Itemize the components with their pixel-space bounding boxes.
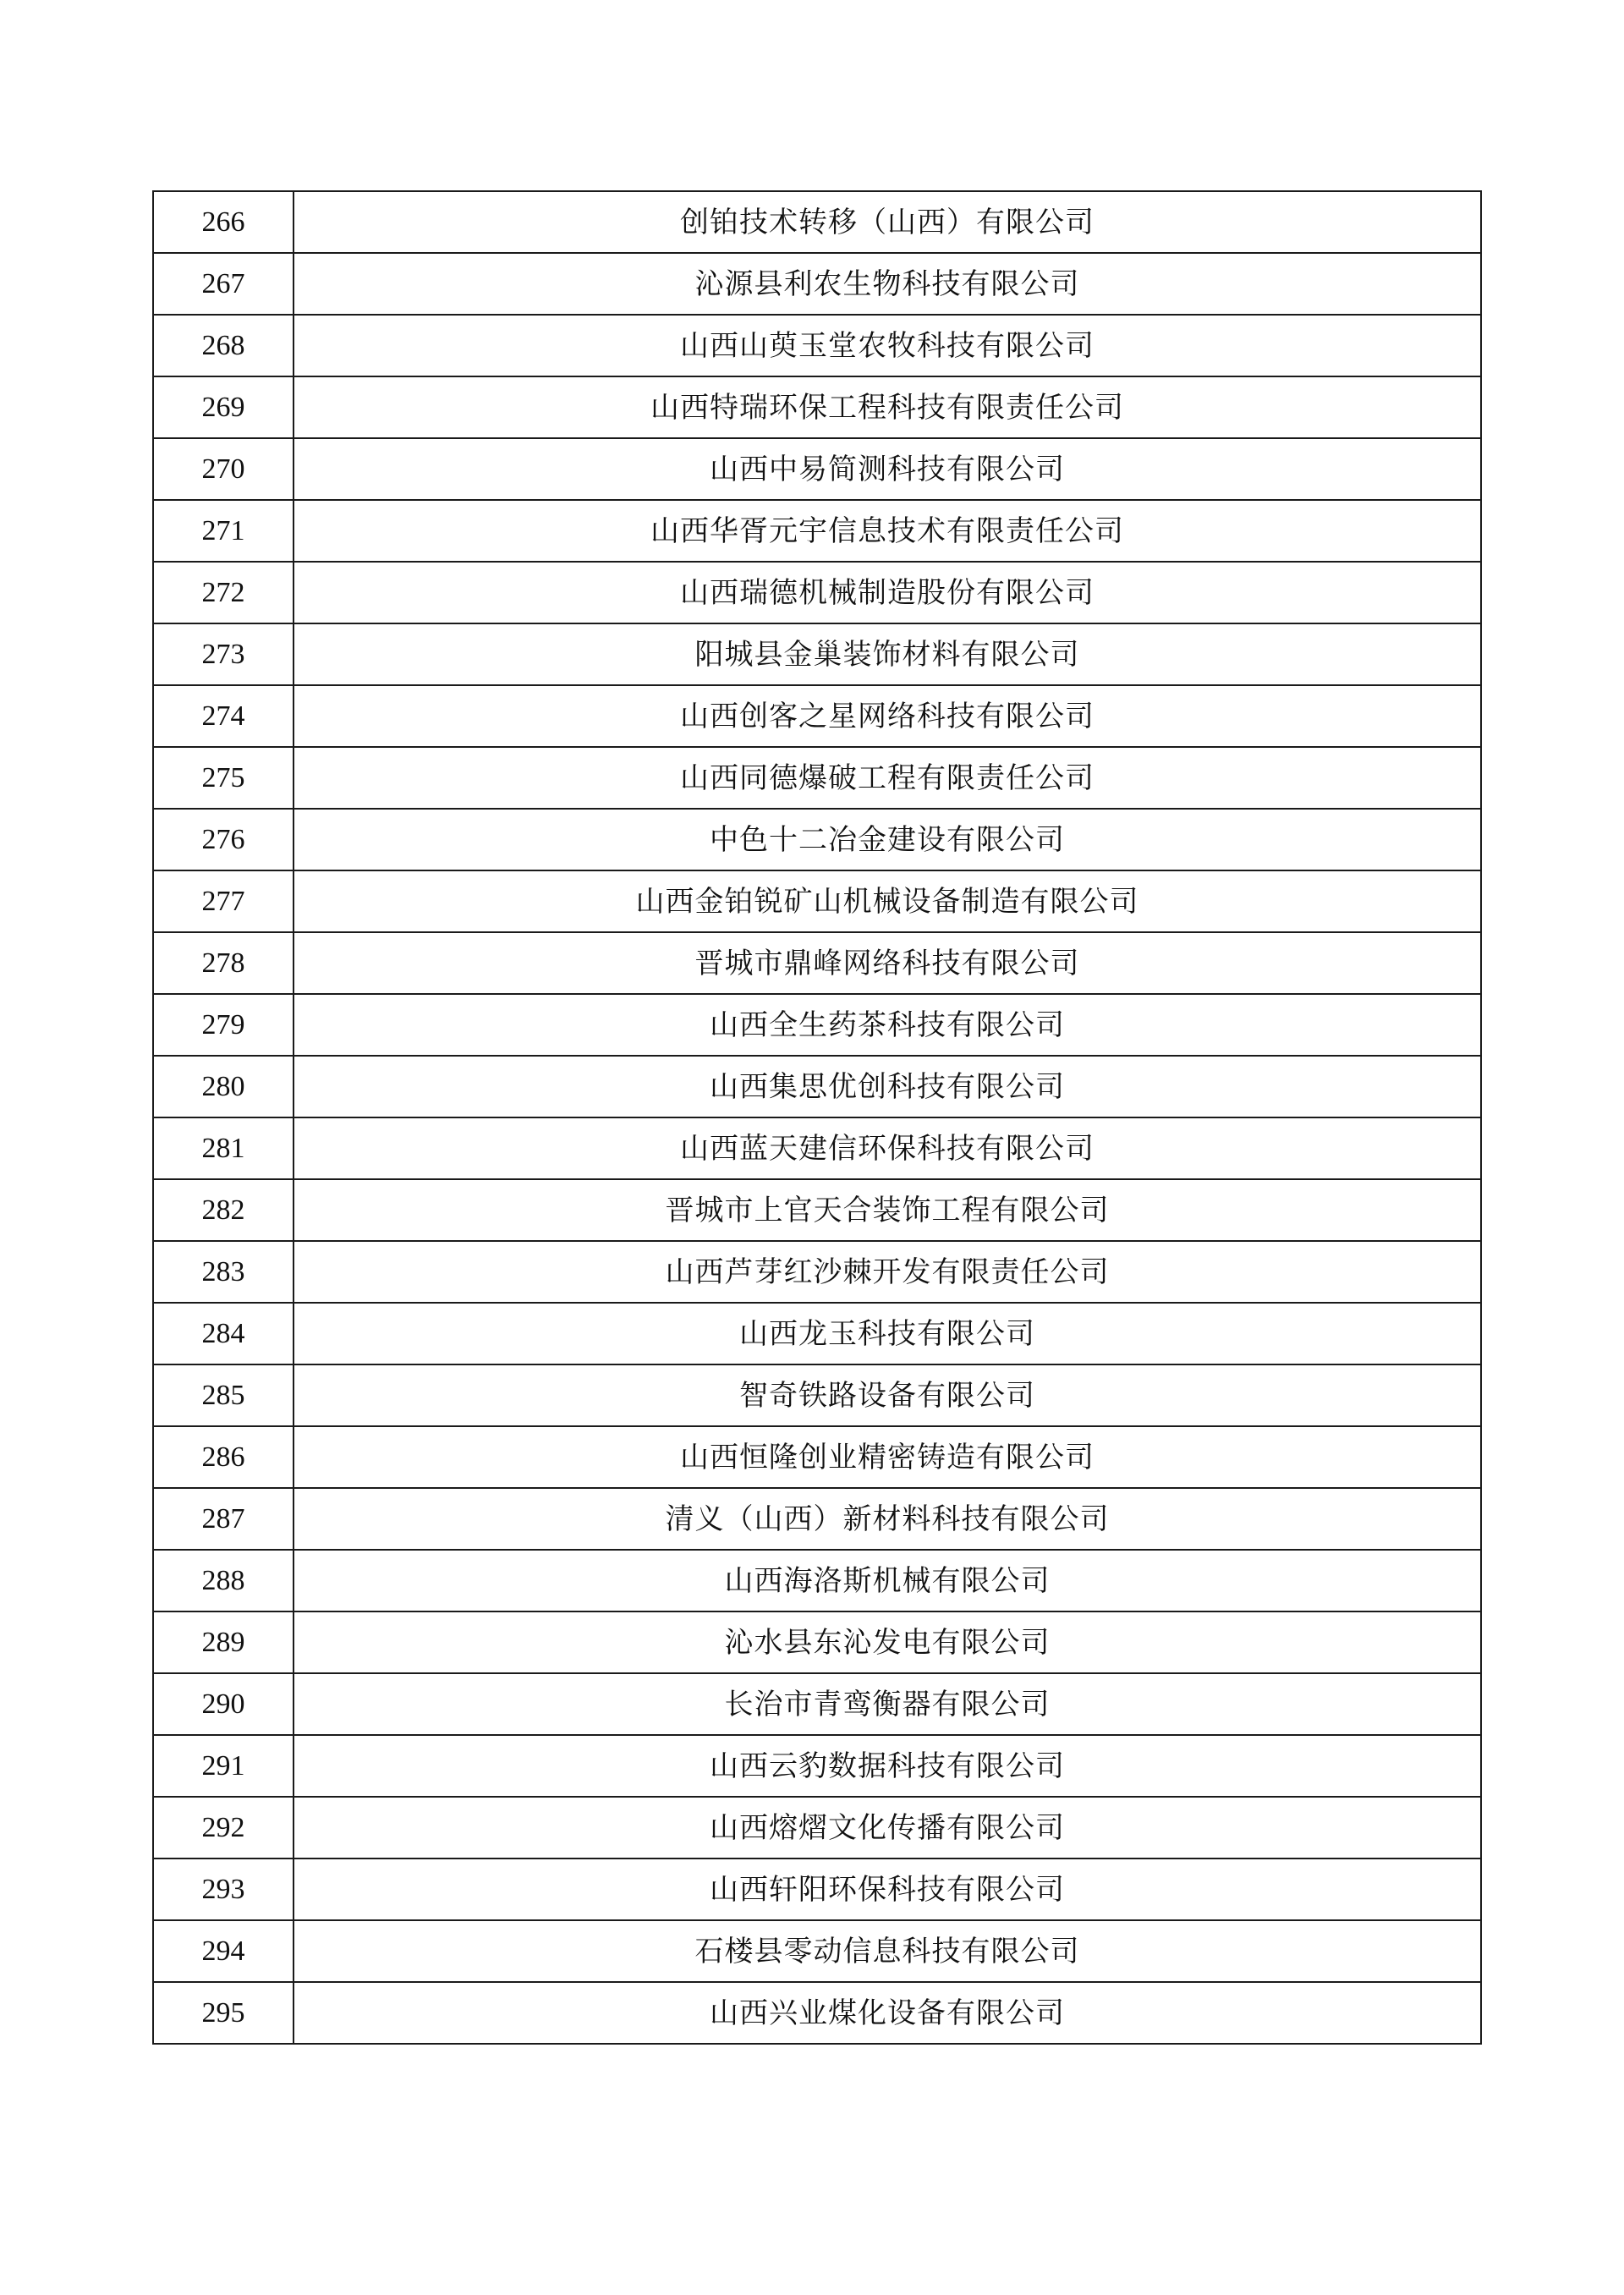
company-name-cell: 山西中易简测科技有限公司 <box>294 438 1481 500</box>
table-row <box>153 253 1481 315</box>
table-row <box>153 1117 1481 1179</box>
table-row <box>153 1488 1481 1550</box>
table-row <box>153 747 1481 809</box>
table-row <box>153 1303 1481 1364</box>
table-row <box>153 1797 1481 1859</box>
table-row <box>153 376 1481 438</box>
row-number-cell: 271 <box>153 500 294 562</box>
row-number-cell: 292 <box>153 1797 294 1859</box>
row-number-cell: 275 <box>153 747 294 809</box>
table-row <box>153 1364 1481 1426</box>
row-number-cell: 293 <box>153 1859 294 1920</box>
company-name-cell: 晋城市鼎峰网络科技有限公司 <box>294 932 1481 994</box>
row-number-cell: 268 <box>153 315 294 376</box>
table-row <box>153 438 1481 500</box>
company-name-cell: 山西创客之星网络科技有限公司 <box>294 685 1481 747</box>
table-row <box>153 1673 1481 1735</box>
row-number-cell: 295 <box>153 1982 294 2044</box>
table-row <box>153 1735 1481 1797</box>
company-name-cell: 长治市青鸾衡器有限公司 <box>294 1673 1481 1735</box>
company-name-cell: 山西熔熠文化传播有限公司 <box>294 1797 1481 1859</box>
row-number-cell: 284 <box>153 1303 294 1364</box>
row-number-cell: 291 <box>153 1735 294 1797</box>
company-name-cell: 山西蓝天建信环保科技有限公司 <box>294 1117 1481 1179</box>
table-row <box>153 685 1481 747</box>
table-row <box>153 809 1481 870</box>
row-number-cell: 279 <box>153 994 294 1056</box>
row-number-cell: 294 <box>153 1920 294 1982</box>
row-number-cell: 286 <box>153 1426 294 1488</box>
company-name-cell: 山西芦芽红沙棘开发有限责任公司 <box>294 1241 1481 1303</box>
row-number-cell: 276 <box>153 809 294 870</box>
company-list-table <box>152 190 1482 2045</box>
company-name-cell: 晋城市上官天合装饰工程有限公司 <box>294 1179 1481 1241</box>
company-name-cell: 山西全生药茶科技有限公司 <box>294 994 1481 1056</box>
row-number-cell: 283 <box>153 1241 294 1303</box>
table-row <box>153 932 1481 994</box>
company-name-cell: 山西兴业煤化设备有限公司 <box>294 1982 1481 2044</box>
table-row <box>153 1550 1481 1611</box>
table-row <box>153 500 1481 562</box>
company-name-cell: 山西华胥元宇信息技术有限责任公司 <box>294 500 1481 562</box>
company-name-cell: 山西特瑞环保工程科技有限责任公司 <box>294 376 1481 438</box>
company-name-cell: 山西瑞德机械制造股份有限公司 <box>294 562 1481 623</box>
company-name-cell: 山西云豹数据科技有限公司 <box>294 1735 1481 1797</box>
company-name-cell: 山西金铂锐矿山机械设备制造有限公司 <box>294 870 1481 932</box>
company-name-cell: 创铂技术转移（山西）有限公司 <box>294 191 1481 253</box>
table-row <box>153 1982 1481 2044</box>
row-number-cell: 288 <box>153 1550 294 1611</box>
company-name-cell: 清义（山西）新材料科技有限公司 <box>294 1488 1481 1550</box>
row-number-cell: 274 <box>153 685 294 747</box>
company-name-cell: 山西轩阳环保科技有限公司 <box>294 1859 1481 1920</box>
table-row <box>153 1056 1481 1117</box>
row-number-cell: 273 <box>153 623 294 685</box>
company-name-cell: 石楼县零动信息科技有限公司 <box>294 1920 1481 1982</box>
table-row <box>153 994 1481 1056</box>
row-number-cell: 267 <box>153 253 294 315</box>
row-number-cell: 285 <box>153 1364 294 1426</box>
company-name-cell: 沁水县东沁发电有限公司 <box>294 1611 1481 1673</box>
row-number-cell: 272 <box>153 562 294 623</box>
company-name-cell: 中色十二冶金建设有限公司 <box>294 809 1481 870</box>
table-row <box>153 870 1481 932</box>
row-number-cell: 270 <box>153 438 294 500</box>
row-number-cell: 287 <box>153 1488 294 1550</box>
row-number-cell: 281 <box>153 1117 294 1179</box>
row-number-cell: 290 <box>153 1673 294 1735</box>
table-row <box>153 562 1481 623</box>
company-name-cell: 山西山萸玉堂农牧科技有限公司 <box>294 315 1481 376</box>
company-name-cell: 山西海洛斯机械有限公司 <box>294 1550 1481 1611</box>
table-row <box>153 1611 1481 1673</box>
row-number-cell: 282 <box>153 1179 294 1241</box>
company-name-cell: 智奇铁路设备有限公司 <box>294 1364 1481 1426</box>
row-number-cell: 280 <box>153 1056 294 1117</box>
company-name-cell: 山西集思优创科技有限公司 <box>294 1056 1481 1117</box>
table-row <box>153 623 1481 685</box>
row-number-cell: 278 <box>153 932 294 994</box>
table-row <box>153 191 1481 253</box>
row-number-cell: 289 <box>153 1611 294 1673</box>
table-row <box>153 1179 1481 1241</box>
table-row <box>153 315 1481 376</box>
table-row <box>153 1426 1481 1488</box>
row-number-cell: 269 <box>153 376 294 438</box>
table-row <box>153 1859 1481 1920</box>
table-body <box>153 191 1481 2044</box>
company-name-cell: 山西恒隆创业精密铸造有限公司 <box>294 1426 1481 1488</box>
company-name-cell: 沁源县利农生物科技有限公司 <box>294 253 1481 315</box>
row-number-cell: 266 <box>153 191 294 253</box>
company-name-cell: 山西同德爆破工程有限责任公司 <box>294 747 1481 809</box>
company-name-cell: 山西龙玉科技有限公司 <box>294 1303 1481 1364</box>
table-row <box>153 1920 1481 1982</box>
row-number-cell: 277 <box>153 870 294 932</box>
company-name-cell: 阳城县金巢装饰材料有限公司 <box>294 623 1481 685</box>
table-row <box>153 1241 1481 1303</box>
